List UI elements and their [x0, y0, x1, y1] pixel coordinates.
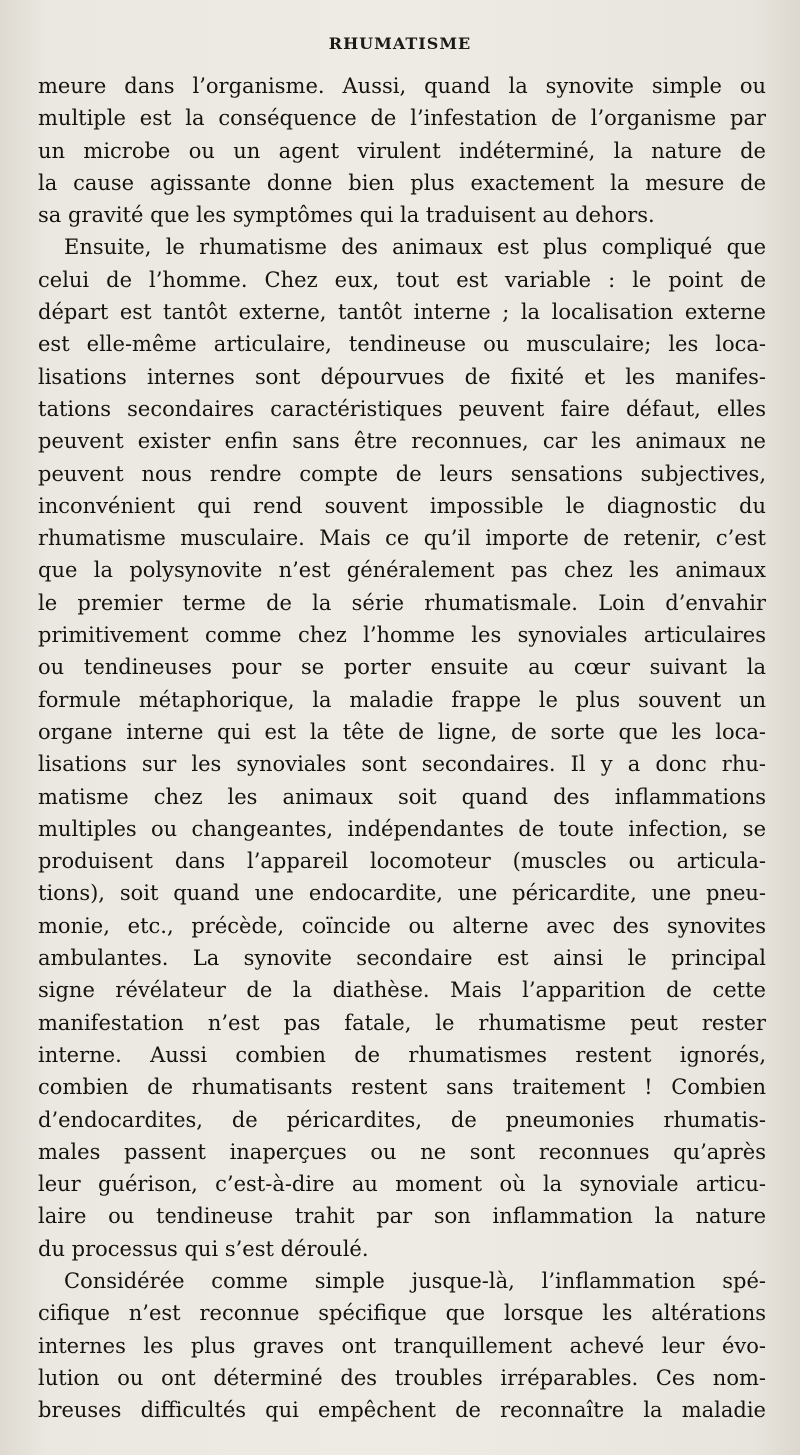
text-line: meure dans l’organisme. Aussi, quand la synovite simple ou: [38, 74, 766, 98]
text-line: Considérée comme simple jusque-là, l’inflammation spé-: [64, 1268, 766, 1293]
text-line: multiple est la conséquence de l’infestation de l’organisme par: [38, 106, 766, 131]
text-line: lisations internes sont dépourvues de fixité et les manifes-: [38, 364, 766, 389]
text-line: produisent dans l’appareil locomoteur (muscles ou articula-: [38, 849, 766, 874]
text-line: formule métaphorique, la maladie frappe le plus souvent un: [38, 687, 766, 712]
text-line: leur guérison, c’est-à-dire au moment où la synoviale articu-: [38, 1172, 766, 1197]
body-text: [38, 70, 766, 1426]
text-line: interne. Aussi combien de rhumatismes restent ignorés,: [38, 1042, 766, 1067]
text-line: le premier terme de la série rhumatismale. Loin d’envahir: [38, 590, 766, 615]
text-line: tations secondaires caractéristiques peuvent faire défaut, elles: [38, 396, 766, 421]
text-line: du processus qui s’est déroulé.: [38, 1236, 369, 1261]
text-line: lisations sur les synoviales sont secondaires. Il y a donc rhu-: [38, 752, 766, 777]
text-line: signe révélateur de la diathèse. Mais l’apparition de cette: [38, 978, 766, 1003]
text-line: monie, etc., précède, coïncide ou alterne avec des synovites: [38, 913, 766, 938]
text-line: Ensuite, le rhumatisme des animaux est plus compliqué que: [64, 235, 766, 260]
text-line: multiples ou changeantes, indépendantes de toute infection, se: [38, 816, 766, 841]
text-line: celui de l’homme. Chez eux, tout est variable : le point de: [38, 267, 766, 292]
text-line: peuvent nous rendre compte de leurs sensations subjectives,: [38, 461, 766, 486]
text-line: un microbe ou un agent virulent indéterminé, la nature de: [38, 138, 766, 163]
text-line: est elle-même articulaire, tendineuse ou musculaire; les loca-: [38, 332, 766, 357]
text-line: ambulantes. La synovite secondaire est ainsi le principal: [38, 946, 766, 971]
text-line: sa gravité que les symptômes qui la traduisent au dehors.: [38, 203, 655, 228]
text-line: matisme chez les animaux soit quand des inflammations: [38, 784, 766, 809]
text-line: rhumatisme musculaire. Mais ce qu’il importe de retenir, c’est: [38, 526, 766, 551]
text-line: tions), soit quand une endocardite, une péricardite, une pneu-: [38, 881, 766, 906]
text-line: organe interne qui est la tête de ligne, de sorte que les loca-: [38, 719, 766, 744]
text-line: d’endocardites, de péricardites, de pneumonies rhumatis-: [38, 1107, 766, 1132]
text-line: laire ou tendineuse trahit par son inflammation la nature: [38, 1204, 766, 1229]
text-line: lution ou ont déterminé des troubles irréparables. Ces nom-: [38, 1365, 766, 1390]
text-line: la cause agissante donne bien plus exactement la mesure de: [38, 170, 766, 195]
text-line: départ est tantôt externe, tantôt interne ; la localisation externe: [38, 300, 766, 325]
text-line: inconvénient qui rend souvent impossible le diagnostic du: [38, 493, 766, 518]
text-line: combien de rhumatisants restent sans traitement ! Combien: [38, 1075, 766, 1100]
text-line: ou tendineuses pour se porter ensuite au cœur suivant la: [38, 655, 766, 680]
text-line: internes les plus graves ont tranquillement achevé leur évo-: [38, 1333, 766, 1358]
text-line: males passent inaperçues ou ne sont reconnues qu’après: [38, 1139, 766, 1164]
text-line: cifique n’est reconnue spécifique que lorsque les altérations: [38, 1301, 766, 1326]
text-line: que la polysynovite n’est généralement pas chez les animaux: [38, 558, 766, 583]
text-line: manifestation n’est pas fatale, le rhumatisme peut rester: [38, 1010, 766, 1035]
text-line: peuvent exister enfin sans être reconnues, car les animaux ne: [38, 429, 766, 454]
text-line: primitivement comme chez l’homme les synoviales articulaires: [38, 623, 766, 648]
text-line: breuses difficultés qui empêchent de reconnaître la maladie: [38, 1398, 766, 1423]
running-head: RHUMATISME: [328, 34, 472, 53]
